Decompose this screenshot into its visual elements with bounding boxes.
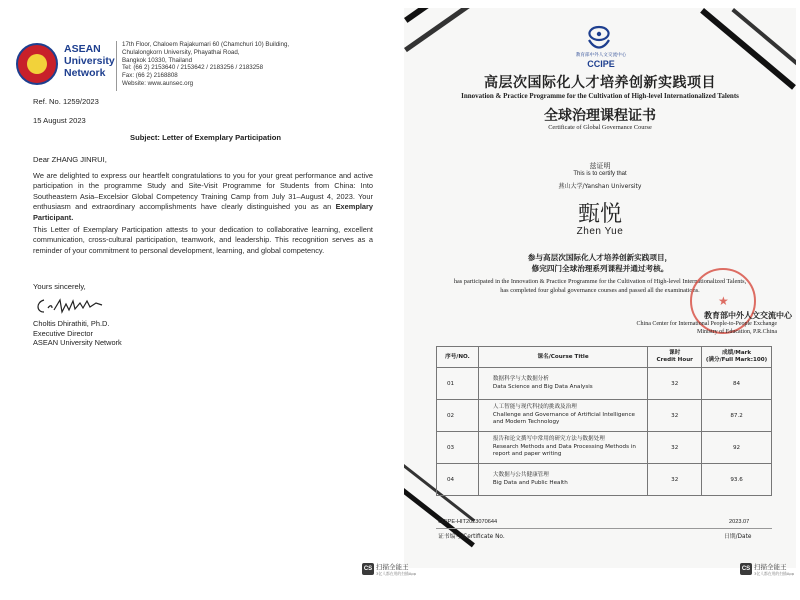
letter-page xyxy=(0,0,392,600)
certificate-page xyxy=(404,8,796,568)
course-table xyxy=(436,346,772,496)
signer-block xyxy=(33,319,122,348)
issuer-cn: 教育部中外人文交流中心 xyxy=(704,311,792,320)
scanner-watermark-left: CS 扫描全能王 3亿人都在用的扫描App xyxy=(363,563,417,576)
participation-statement-cn: 参与高层次国际化人才培养创新实践项目， 修完四门全球治理系列课程并通过考核。 xyxy=(527,253,673,273)
header-no: 序号/NO. xyxy=(437,347,479,368)
signer-title: Executive Director xyxy=(33,328,93,338)
footer-divider xyxy=(436,528,772,529)
paragraph-congratulations: We are delighted to express our heartfelt congratulations to you for your great performance and active participation in the programme Study and Site-Visit Programme for Students from China: Into Southeastern Asia–Excelsior Global Competency Training Camp from July 31–August 4, 2023. Your enthusiasm and extraordinary accomplishments have clearly distinguished you as an Exemplary Participant. xyxy=(33,171,374,222)
participation-statement-en: has participated in the Innovation & Practice Programme for the Cultivation of High-level Internationalized Talents, has completed four global governance courses and passed all the examinations. xyxy=(453,278,747,294)
org-address: 17th Floor, Chaloem Rajakumari 60 (Chamchuri 10) Building, Chulalongkorn University, Phayathai Road, Bangkok 10330, Thailand Tel: (66 2) 2153640 / 2153642 / 2183256 / 2183258 Fax: (66 2) 2168808 Website: www.aunsec.org xyxy=(122,41,290,87)
scanner-app-icon: CS xyxy=(740,563,752,575)
recipient-name-en: Zhen Yue xyxy=(576,226,624,237)
header-course: 课名/Course Title xyxy=(478,347,647,368)
ccipe-emblem-icon xyxy=(581,24,617,52)
table-row: 02 人工智能与现代科技的挑战及治理 Challenge and Governance of Artificial Intelligence and Modern Technology 32 87.2 xyxy=(437,400,772,432)
table-row: 04 大数据与公共健康管理 Big Data and Public Health 32 93.6 xyxy=(437,464,772,496)
header-mark: 成绩/Mark (满分/Full Mark:100) xyxy=(702,347,772,368)
signer-name: Choltis Dhirathiti, Ph.D. xyxy=(33,319,110,328)
emblem-caption-cn: 教育部中外人文交流中心 xyxy=(575,53,627,58)
header-divider xyxy=(116,41,117,91)
corner-stripe xyxy=(404,8,530,23)
recipient-name-cn: 甄悦 xyxy=(577,202,622,227)
paragraph-attestation: This Letter of Exemplary Participation attests to your dedication to collaborative learning, excellent communication, cross-cultural participation, teamwork, and leadership. This recognition serves as a reminder of your commitment to personal development, learning, and global competency. xyxy=(33,225,373,255)
certificate-number: CCIPE-HIT2023070644 xyxy=(438,519,498,525)
issuer-en: China Center for International People-to-People Exchange Ministry of Education, P.R.China xyxy=(636,321,777,335)
certificate-subtitle-cn: 全球治理课程证书 xyxy=(544,108,656,124)
table-header-row xyxy=(437,347,772,368)
signer-org: ASEAN University Network xyxy=(33,338,122,348)
reference-number: Ref. No. 1259/2023 xyxy=(33,97,99,106)
certificate-number-label: 证书编号/Certificate No. xyxy=(438,534,505,540)
certify-cn: 兹证明 xyxy=(589,162,611,170)
org-name: ASEAN University Network xyxy=(64,43,115,79)
letter-date: 15 August 2023 xyxy=(33,116,86,125)
official-seal-icon: ★ xyxy=(690,268,756,334)
table-row: 01 数据科学与大数据分析 Data Science and Big Data Analysis 32 84 xyxy=(437,368,772,400)
certificate-subtitle-en: Certificate of Global Governance Course xyxy=(548,124,652,131)
certificate-date: 2023.07 xyxy=(729,519,750,525)
scanner-app-icon: CS xyxy=(362,563,374,575)
certificate-title-en: Innovation & Practice Programme for the Cultivation of High-level Internationalized Talents xyxy=(461,92,739,100)
letter-subject: Subject: Letter of Exemplary Participation xyxy=(130,133,282,142)
certificate-title-cn: 高层次国际化人才培养创新实践项目 xyxy=(484,75,716,91)
salutation: Dear ZHANG JINRUI, xyxy=(33,155,107,164)
recipient-university: 燕山大学/Yanshan University xyxy=(558,183,642,190)
emblem-caption-en: CCIPE xyxy=(587,59,615,69)
certify-en: This is to certify that xyxy=(573,171,627,177)
asean-logo-icon xyxy=(16,43,58,85)
signature xyxy=(34,296,120,316)
header-hours: 课时 Credit Hour xyxy=(648,347,702,368)
closing: Yours sincerely, xyxy=(33,282,86,291)
certificate-date-label: 日期/Date xyxy=(724,534,752,540)
table-row: 03 报告和论文撰写中常用的研究方法与数据处理 Research Methods and Data Processing Methods in report and paper writing 32 92 xyxy=(437,432,772,464)
scanner-watermark-right: CS 扫描全能王 3亿人都在用的扫描App xyxy=(741,563,795,576)
